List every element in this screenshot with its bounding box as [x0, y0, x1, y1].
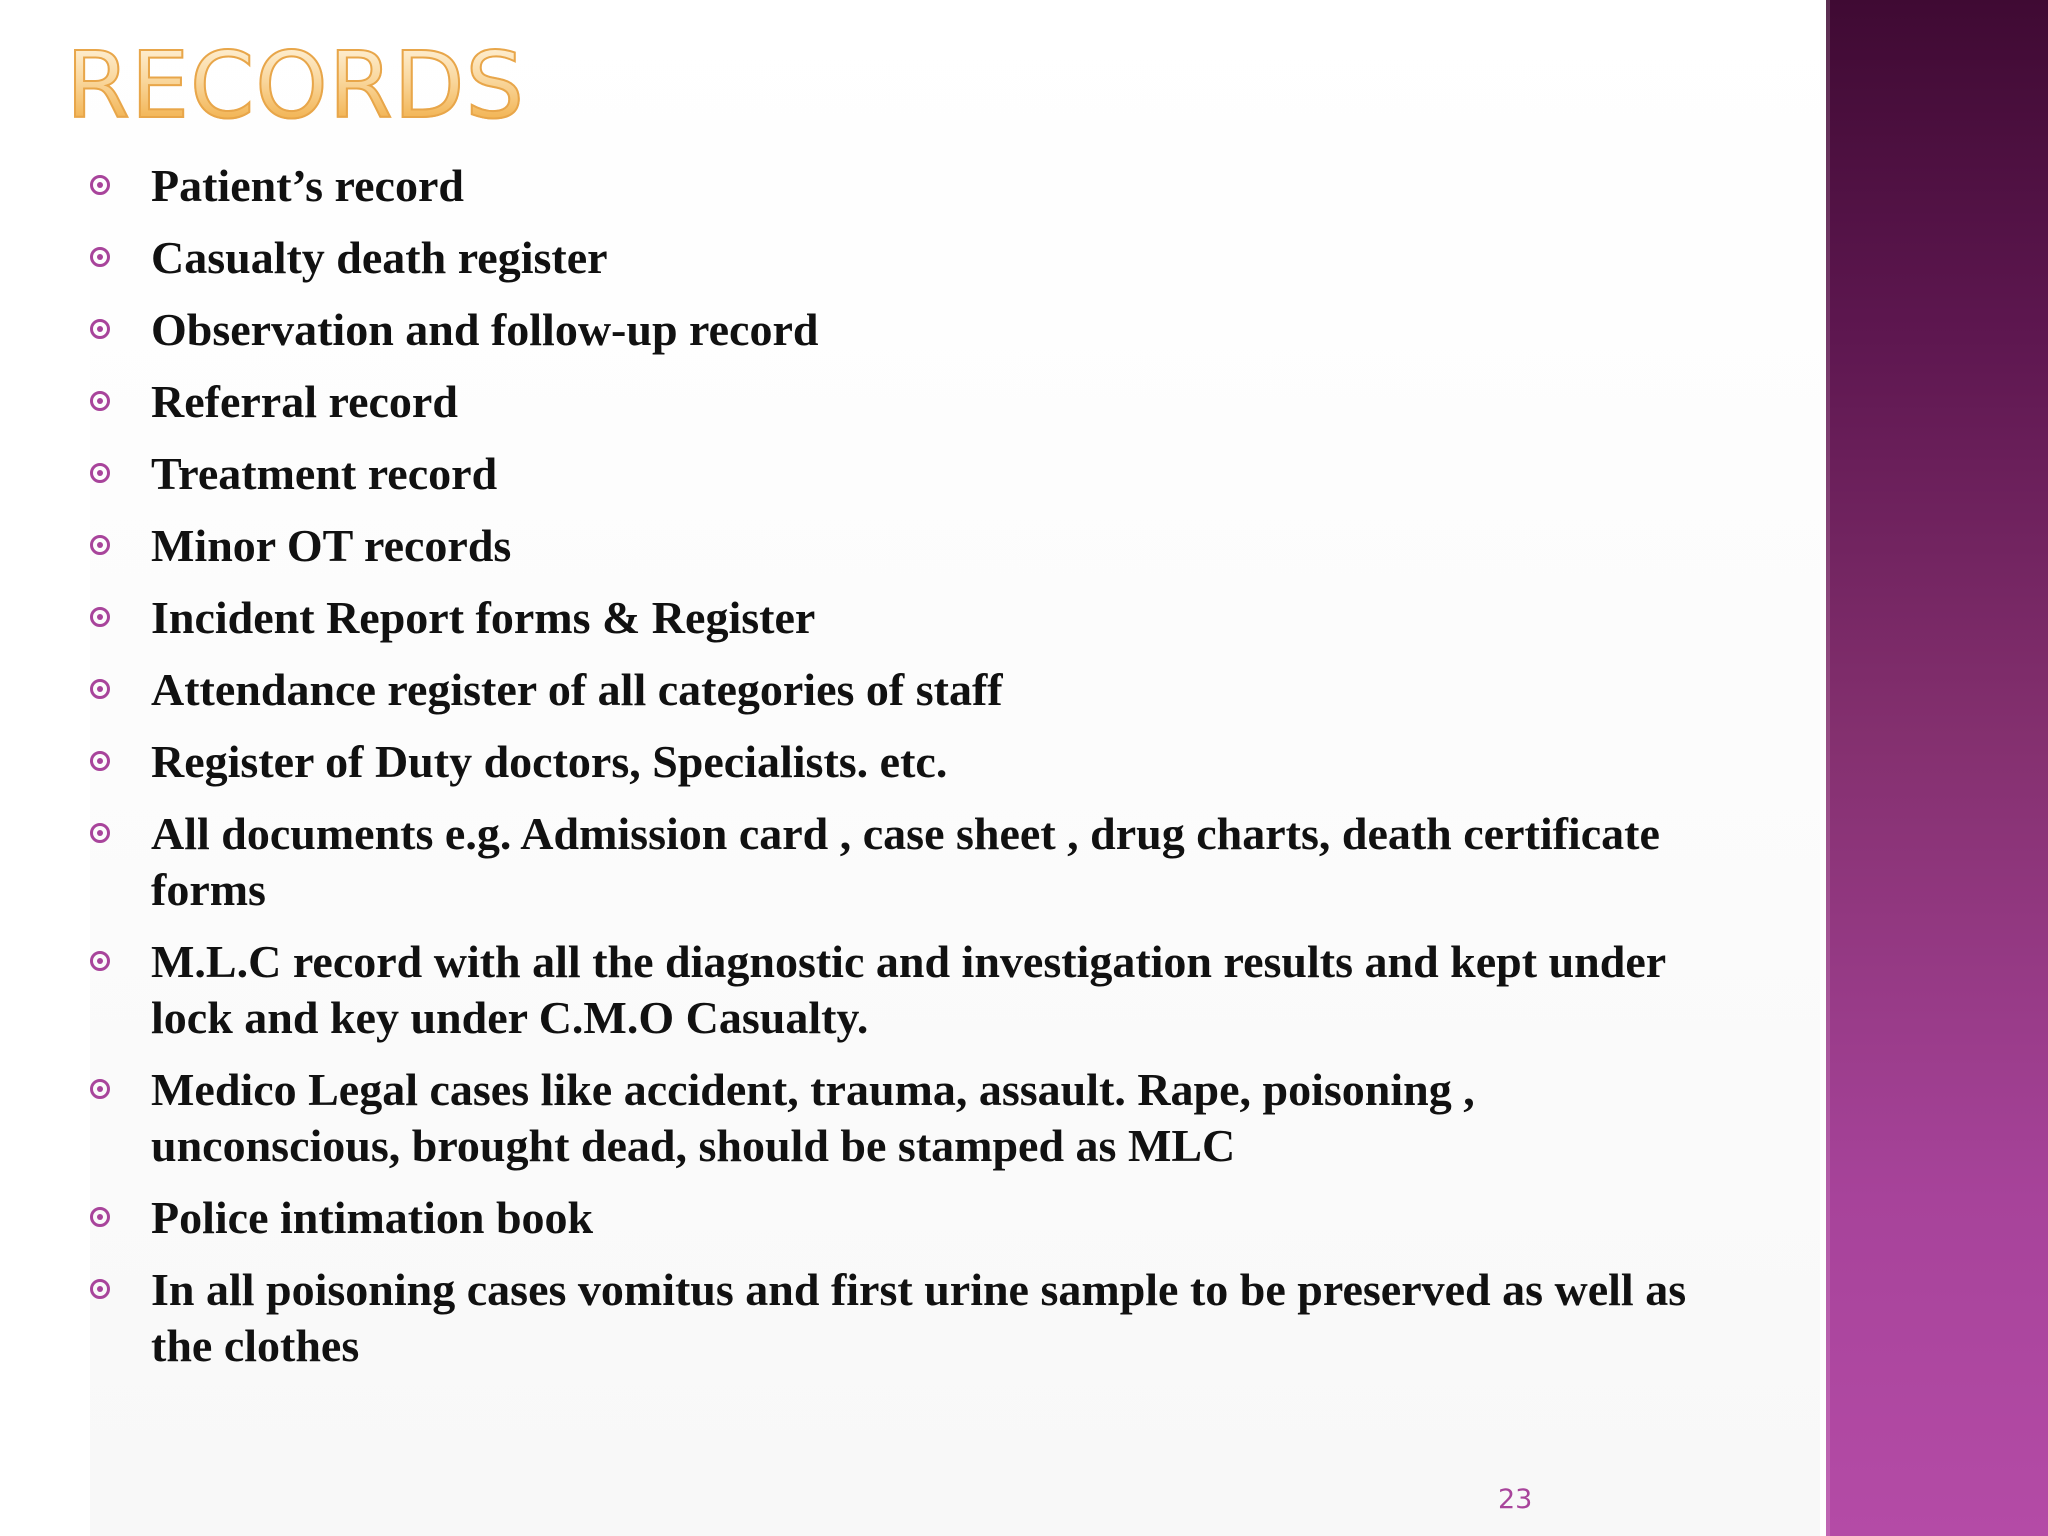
- list-item: [90, 734, 1730, 790]
- circle-dot-icon: [90, 319, 110, 339]
- circle-dot-icon: [90, 679, 110, 699]
- circle-dot-icon: [90, 951, 110, 971]
- bullet-text: All documents e.g. Admission card , case sheet , drug charts, death certificate forms: [151, 808, 1660, 915]
- list-item: [90, 1062, 1730, 1174]
- bullet-text: Medico Legal cases like accident, trauma, assault. Rape, poisoning , unconscious, brought dead, should be stamped as MLC: [151, 1064, 1475, 1171]
- circle-dot-icon: [90, 463, 110, 483]
- bullet-text: Patient’s record: [151, 160, 464, 211]
- list-item: [90, 158, 1730, 214]
- list-item: [90, 806, 1730, 918]
- list-item: [90, 1262, 1730, 1374]
- slide-title: RECORDS: [66, 32, 525, 139]
- list-item: [90, 374, 1730, 430]
- list-item: [90, 934, 1730, 1046]
- circle-dot-icon: [90, 1279, 110, 1299]
- circle-dot-icon: [90, 175, 110, 195]
- circle-dot-icon: [90, 1079, 110, 1099]
- bullet-text: Police intimation book: [151, 1192, 594, 1243]
- decorative-side-bar: [1826, 0, 2048, 1536]
- bullet-list: [90, 158, 1730, 1390]
- list-item: [90, 446, 1730, 502]
- circle-dot-icon: [90, 1207, 110, 1227]
- bullet-text: M.L.C record with all the diagnostic and investigation results and kept under lock and key under C.M.O Casualty.: [151, 936, 1666, 1043]
- circle-dot-icon: [90, 751, 110, 771]
- circle-dot-icon: [90, 607, 110, 627]
- bullet-text: Minor OT records: [151, 520, 512, 571]
- bullet-text: Referral record: [151, 376, 458, 427]
- bullet-text: Treatment record: [151, 448, 498, 499]
- bullet-text: Register of Duty doctors, Specialists. etc.: [151, 736, 948, 787]
- bullet-text: Casualty death register: [151, 232, 608, 283]
- list-item: [90, 590, 1730, 646]
- bullet-text: Incident Report forms & Register: [151, 592, 816, 643]
- circle-dot-icon: [90, 391, 110, 411]
- bullet-text: Observation and follow-up record: [151, 304, 819, 355]
- list-item: [90, 230, 1730, 286]
- list-item: [90, 302, 1730, 358]
- circle-dot-icon: [90, 535, 110, 555]
- list-item: [90, 1190, 1730, 1246]
- page-number: 23: [1498, 1484, 1533, 1515]
- list-item: [90, 518, 1730, 574]
- bullet-text: In all poisoning cases vomitus and first urine sample to be preserved as well as the clothes: [151, 1264, 1687, 1371]
- bullet-text: Attendance register of all categories of staff: [151, 664, 1003, 715]
- circle-dot-icon: [90, 247, 110, 267]
- circle-dot-icon: [90, 823, 110, 843]
- list-item: [90, 662, 1730, 718]
